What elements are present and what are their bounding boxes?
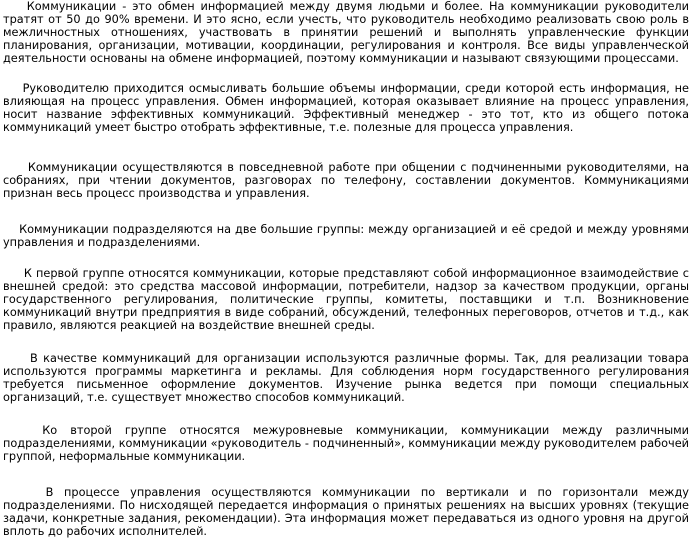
paragraph-8: В процессе управления осуществляются коммуникации по вертикали и по горизонтали между подразделениями. По нисходящей передается информация о принятых решениях на высших уровнях (текущие задачи, конкретные задания, рекомендации). Эта информация может передаваться из одного уровня на другой вплоть до рабочих исполнителей.: [3, 486, 693, 538]
paragraph-1: Коммуникации - это обмен информацией между двумя людьми и более. На коммуникации руководители тратят от 50 до 90% времени. И это ясно, если учесть, что руководитель необходимо реализовать свою роль в межличностных отношениях, участвовать в принятии решений и выполнять управленческие функции планирования, организации, мотивации, координации, регулирования и контроля. Все виды управленческой деятельности основаны на обмене информацией, поэтому коммуникации и называют связующими процессами.: [3, 0, 693, 65]
paragraph-3: Коммуникации осуществляются в повседневной работе при общении с подчиненными руководителями, на собраниях, при чтении документов, разговорах по телефону, составлении документов. Коммуникациями признан весь процесс производства и управления.: [3, 161, 693, 200]
paragraph-7: Ко второй группе относятся межуровневые коммуникации, коммуникации между различными подразделениями, коммуникации «руководитель - подчиненный», коммуникации между руководителем рабочей группой, неформальные коммуникации.: [3, 424, 693, 463]
paragraph-5: К первой группе относятся коммуникации, которые представляют собой информационное взаимодействие с внешней средой: это средства массовой информации, потребители, надзор за качеством продукции, органы государственного регулирования, политические группы, комитеты, поставщики и т.п. Возникновение коммуникаций внутри предприятия в виде собраний, обсуждений, телефонных переговоров, отчетов и т.д., как правило, являются реакцией на воздействие внешней среды.: [3, 267, 693, 332]
paragraph-2: Руководителю приходится осмысливать большие объемы информации, среди которой есть информация, не влияющая на процесс управления. Обмен информацией, которая оказывает влияние на процесс управления, носит название эффективных коммуникаций. Эффективный менеджер - это тот, кто из общего потока коммуникаций умеет быстро отобрать эффективные, т.е. полезные для процесса управления.: [3, 82, 693, 134]
paragraph-4: Коммуникации подразделяются на две большие группы: между организацией и её средой и между уровнями управления и подразделениями.: [3, 223, 693, 249]
paragraph-6: В качестве коммуникаций для организации используются различные формы. Так, для реализации товара используются программы маркетинга и рекламы. Для соблюдения норм государственного регулирования требуется письменное оформление документов. Изучение рынка ведется при помощи специальных организаций, т.е. существует множество способов коммуникаций.: [3, 352, 693, 404]
